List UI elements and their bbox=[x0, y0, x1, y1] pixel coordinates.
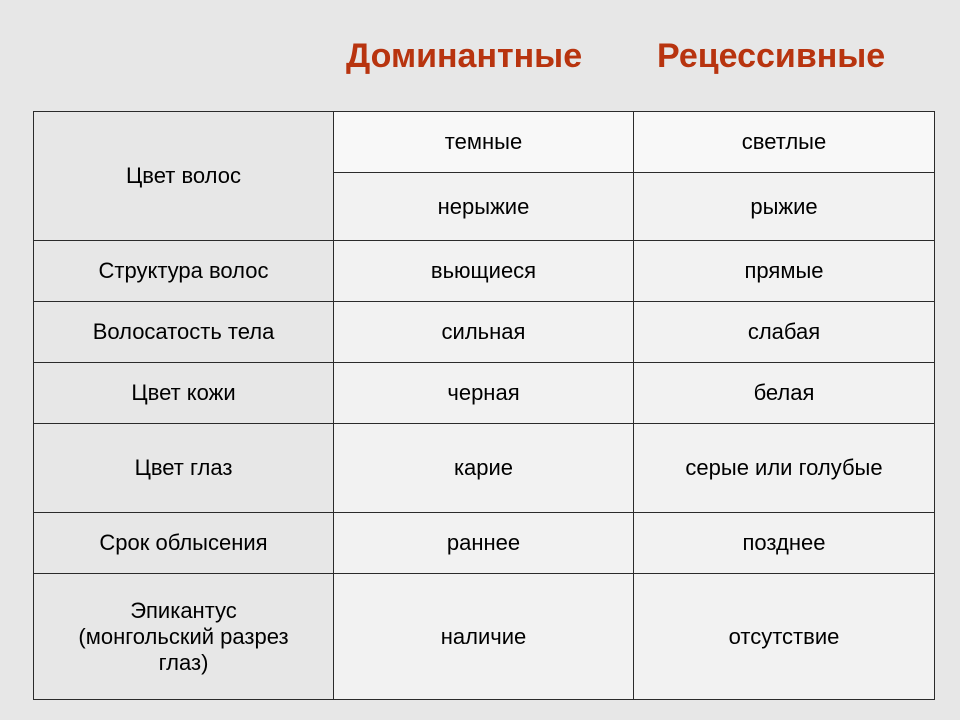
table-row-body-hair bbox=[34, 302, 935, 363]
recessive-balding-age: позднее bbox=[634, 513, 935, 574]
trait-epicanthus-line-3: глаз) bbox=[158, 649, 209, 675]
dominant-column-title: Доминантные bbox=[346, 37, 583, 75]
table-row-balding-age bbox=[34, 513, 935, 574]
dominant-skin-color: черная bbox=[334, 363, 634, 424]
recessive-column-title: Рецессивные bbox=[657, 37, 886, 75]
trait-eye-color: Цвет глаз bbox=[34, 424, 334, 513]
trait-hair-structure: Структура волос bbox=[34, 241, 334, 302]
dominant-eye-color: карие bbox=[334, 424, 634, 513]
table-row-skin-color bbox=[34, 363, 935, 424]
trait-epicanthus bbox=[34, 574, 334, 700]
trait-body-hair: Волосатость тела bbox=[34, 302, 334, 363]
recessive-skin-color: белая bbox=[634, 363, 935, 424]
dominant-epicanthus: наличие bbox=[334, 574, 634, 700]
table-row-hair-color-1 bbox=[34, 112, 935, 173]
traits-table bbox=[33, 111, 935, 700]
trait-balding-age: Срок облысения bbox=[34, 513, 334, 574]
table-row-eye-color bbox=[34, 424, 935, 513]
dominant-hair-color-dark: темные bbox=[334, 112, 634, 173]
trait-epicanthus-line-2: (монгольский разрез bbox=[78, 623, 289, 649]
recessive-hair-color-light: светлые bbox=[634, 112, 935, 173]
recessive-hair-structure: прямые bbox=[634, 241, 935, 302]
dominant-body-hair: сильная bbox=[334, 302, 634, 363]
trait-epicanthus-line-1: Эпикантус bbox=[130, 597, 237, 623]
trait-hair-color: Цвет волос bbox=[34, 112, 334, 241]
table-row-epicanthus bbox=[34, 574, 935, 700]
dominant-hair-color-not-red: нерыжие bbox=[334, 173, 634, 241]
recessive-eye-color: серые или голубые bbox=[634, 424, 935, 513]
dominant-balding-age: раннее bbox=[334, 513, 634, 574]
table-row-hair-structure bbox=[34, 241, 935, 302]
recessive-epicanthus: отсутствие bbox=[634, 574, 935, 700]
trait-skin-color: Цвет кожи bbox=[34, 363, 334, 424]
dominant-hair-structure: вьющиеся bbox=[334, 241, 634, 302]
slide-header bbox=[0, 0, 960, 110]
recessive-body-hair: слабая bbox=[634, 302, 935, 363]
recessive-hair-color-red: рыжие bbox=[634, 173, 935, 241]
